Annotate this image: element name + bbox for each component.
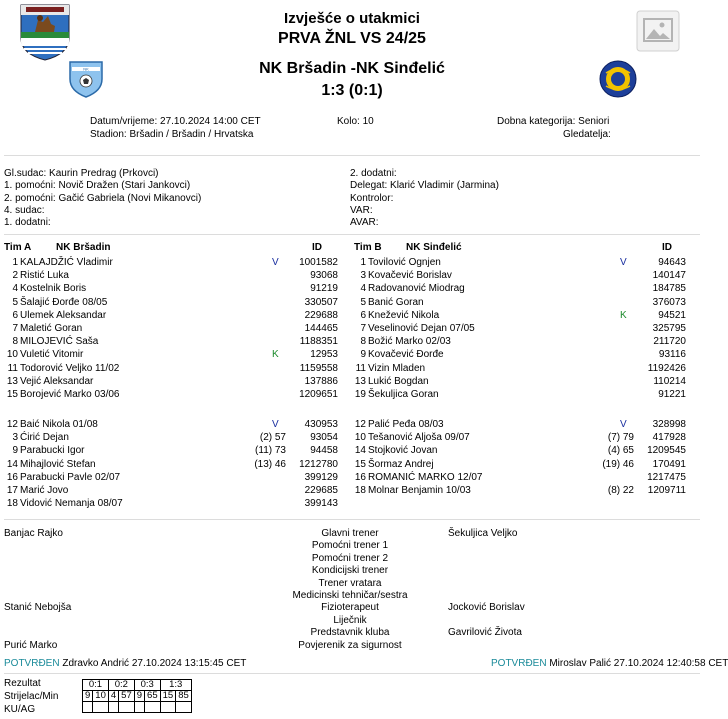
player-name: Šalajić Đorđe 08/05 <box>20 296 108 308</box>
substitution-info: (19) 46 <box>602 458 634 470</box>
staff-role: Trener vratara <box>318 577 382 589</box>
player-number: 3 <box>12 432 18 444</box>
result-row <box>83 680 192 691</box>
player-name: Tešanović Aljoša 09/07 <box>368 432 470 444</box>
player-name: Knežević Nikola <box>368 309 440 321</box>
home-staff-name: Stanić Nebojša <box>4 602 72 614</box>
player-id: 93116 <box>658 349 686 361</box>
away-team-name: NK Sinđelić <box>356 60 445 77</box>
match-stadium: Stadion: Bršadin / Bršadin / Hrvatska <box>90 129 254 140</box>
player-number: 18 <box>354 485 366 496</box>
official-line: 2. dodatni: <box>350 168 397 179</box>
team-a-id-header: ID <box>312 242 322 253</box>
staff-role: Liječnik <box>333 614 367 626</box>
score-cell: 1:3 <box>160 680 191 691</box>
ku-ag-label: KU/AG <box>4 704 36 715</box>
scorer-minute-cell: 10 <box>93 691 109 702</box>
player-number: 18 <box>6 498 18 510</box>
ku-ag-cell <box>145 702 161 713</box>
official-line: 2. pomoćni: Gačić Gabriela (Novi Mikanovci) <box>4 192 202 204</box>
player-id: 140147 <box>652 270 686 282</box>
player-name: Tovilović Ognjen <box>368 257 441 268</box>
player-name: MILOJEVIĆ Saša <box>20 336 99 348</box>
svg-text:NK: NK <box>83 66 89 72</box>
player-name: Stojković Jovan <box>368 445 438 457</box>
player-number: 16 <box>6 471 18 483</box>
team-a-label: Tim A <box>4 242 32 253</box>
substitution-info: (8) 22 <box>607 485 634 496</box>
player-id: 94458 <box>310 445 338 457</box>
report-title: Izvješće o utakmici <box>284 10 420 27</box>
player-id: 170491 <box>652 458 686 470</box>
player-number: 11 <box>355 362 366 374</box>
player-id: 91219 <box>310 283 338 295</box>
divider <box>4 234 700 235</box>
player-name: Ćirić Dejan <box>20 432 69 444</box>
player-name: Maletić Goran <box>20 323 83 334</box>
player-number: 15 <box>6 389 18 400</box>
staff-role: Povjerenik za sigurnost <box>298 639 402 651</box>
official-line: VAR: <box>350 204 373 216</box>
player-id: 1209545 <box>647 445 686 457</box>
player-number: 13 <box>354 375 366 387</box>
staff-role: Glavni trener <box>321 528 379 539</box>
player-name: Parabucki Igor <box>20 445 85 457</box>
official-line: Kontrolor: <box>350 192 394 204</box>
player-name: Kostelnik Boris <box>20 283 87 295</box>
captain-mark: K <box>272 349 279 361</box>
scorer-minute-cell: 57 <box>119 691 135 702</box>
ku-ag-cell <box>134 702 144 713</box>
player-name: Vidović Nemanja 08/07 <box>20 498 123 510</box>
player-id: 1001582 <box>299 257 338 268</box>
player-name: Lukić Bogdan <box>368 375 429 387</box>
away-confirmation <box>491 658 728 669</box>
player-number: 14 <box>354 445 366 457</box>
player-name: Božić Marko 02/03 <box>368 336 451 348</box>
player-number: 10 <box>354 432 366 444</box>
match-round: Kolo: 10 <box>337 116 374 127</box>
scorer-number-cell: 9 <box>134 691 144 702</box>
player-name: Kovačević Borislav <box>368 270 452 282</box>
scorer-number-cell: 9 <box>83 691 93 702</box>
substitution-info: (4) 65 <box>607 445 634 457</box>
player-number: 5 <box>12 296 18 308</box>
ku-ag-cell <box>119 702 135 713</box>
player-id: 417928 <box>652 432 686 444</box>
home-confirmation <box>4 658 246 669</box>
goalkeeper-mark: V <box>272 257 279 268</box>
substitution-info: (2) 57 <box>259 432 286 444</box>
player-number: 8 <box>12 336 18 348</box>
player-number: 15 <box>354 458 366 470</box>
ku-ag-cell <box>83 702 93 713</box>
ku-ag-cell <box>108 702 118 713</box>
player-number: 16 <box>354 471 366 483</box>
player-number: 9 <box>12 445 18 457</box>
player-id: 12953 <box>310 349 338 361</box>
player-id: 430953 <box>304 419 338 430</box>
player-name: Vuletić Vitomir <box>20 349 84 361</box>
captain-mark: K <box>620 309 627 321</box>
player-name: Ulemek Aleksandar <box>20 309 107 321</box>
player-number: 10 <box>6 349 18 361</box>
league-title: PRVA ŽNL VS 24/25 <box>278 30 426 47</box>
player-number: 8 <box>360 336 366 348</box>
player-name: Todorović Veljko 11/02 <box>20 362 120 374</box>
result-row <box>83 702 192 713</box>
player-name: Borojević Marko 03/06 <box>20 389 120 400</box>
away-staff-name: Jocković Borislav <box>448 602 525 614</box>
home-team-name: NK Bršadin <box>259 60 347 77</box>
player-number: 4 <box>360 283 366 295</box>
player-id: 110214 <box>653 375 686 387</box>
player-name: Mihajlović Stefan <box>20 458 96 470</box>
staff-role: Pomoćni trener 1 <box>311 540 389 552</box>
player-id: 229685 <box>304 485 338 496</box>
player-name: Palić Peđa 08/03 <box>368 419 444 430</box>
official-line: Gl.sudac: Kaurin Predrag (Prkovci) <box>4 168 159 179</box>
home-confirmed-text: Zdravko Andrić 27.10.2024 13:15:45 CET <box>62 658 247 669</box>
match-score: 1:3 (0:1) <box>321 82 383 99</box>
official-line: 1. dodatni: <box>4 217 51 229</box>
player-number: 9 <box>360 349 366 361</box>
away-confirmed-label: POTVRĐEN <box>491 658 547 669</box>
substitution-info: (11) 73 <box>255 445 286 457</box>
result-row <box>83 691 192 702</box>
player-number: 12 <box>354 419 366 430</box>
home-staff-name: Banjac Rajko <box>4 528 63 539</box>
player-number: 17 <box>6 485 18 496</box>
away-confirmed-text: Miroslav Palić 27.10.2024 12:40:58 CET <box>549 658 728 669</box>
official-line: 4. sudac: <box>4 204 45 216</box>
player-number: 1 <box>360 257 366 268</box>
away-staff-name: Gavrilović Života <box>448 627 522 639</box>
scorer-minute-cell: 65 <box>145 691 161 702</box>
scorer-number-cell: 4 <box>108 691 118 702</box>
player-number: 3 <box>360 270 366 282</box>
player-name: ROMANIĆ MARKO 12/07 <box>368 471 483 483</box>
substitution-info: (13) 46 <box>254 458 286 470</box>
score-cell: 0:3 <box>134 680 160 691</box>
player-number: 4 <box>12 283 18 295</box>
ku-ag-cell <box>160 702 176 713</box>
teams-separator: - <box>350 60 356 77</box>
goalkeeper-mark: V <box>620 257 627 268</box>
player-id: 330507 <box>304 296 338 308</box>
home-staff-name: Purić Marko <box>4 639 58 651</box>
player-number: 5 <box>360 296 366 308</box>
player-id: 137886 <box>304 375 338 387</box>
player-name: Šormaz Andrej <box>368 458 434 470</box>
player-id: 1188351 <box>299 336 338 348</box>
staff-role: Medicinski tehničar/sestra <box>292 590 408 601</box>
result-label: Rezultat <box>4 678 41 689</box>
player-name: KALAJDŽIĆ Vladimir <box>20 257 113 268</box>
divider <box>4 155 700 156</box>
player-name: Kovačević Đorđe <box>368 349 444 361</box>
player-number: 19 <box>354 389 366 400</box>
player-name: Marić Jovo <box>20 485 69 496</box>
player-id: 93068 <box>310 270 338 282</box>
player-name: Banić Goran <box>368 296 424 308</box>
player-number: 13 <box>6 375 18 387</box>
away-staff-name: Šekuljica Veljko <box>448 528 518 539</box>
player-name: Radovanović Miodrag <box>368 283 465 295</box>
player-id: 184785 <box>652 283 686 295</box>
player-number: 7 <box>12 323 18 334</box>
player-id: 1159558 <box>299 362 338 374</box>
result-table <box>82 679 192 713</box>
score-cell: 0:1 <box>83 680 109 691</box>
player-id: 91221 <box>658 389 686 400</box>
staff-role: Kondicijski trener <box>311 565 389 577</box>
scorer-number-cell: 15 <box>160 691 176 702</box>
match-datetime: Datum/vrijeme: 27.10.2024 14:00 CET <box>90 116 261 127</box>
player-id: 328998 <box>652 419 686 430</box>
player-id: 211720 <box>653 336 686 348</box>
player-number: 14 <box>6 458 18 470</box>
player-number: 6 <box>360 309 366 321</box>
player-name: Parabucki Pavle 02/07 <box>20 471 121 483</box>
player-id: 1212780 <box>299 458 338 470</box>
player-id: 399143 <box>304 498 338 510</box>
player-number: 11 <box>7 362 18 374</box>
ku-ag-cell <box>176 702 192 713</box>
match-teams <box>0 60 704 78</box>
player-id: 1209711 <box>647 485 686 496</box>
player-number: 7 <box>360 323 366 334</box>
scorer-label: Strijelac/Min <box>4 691 59 702</box>
player-id: 1209651 <box>299 389 338 400</box>
goalkeeper-mark: V <box>620 419 627 430</box>
team-b-id-header: ID <box>662 242 672 253</box>
player-name: Veselinović Dejan 07/05 <box>368 323 475 334</box>
match-spectators: Gledatelja: <box>563 129 611 140</box>
player-name: Vizin Mladen <box>368 362 426 374</box>
player-name: Baić Nikola 01/08 <box>20 419 98 430</box>
player-name: Šekuljica Goran <box>368 389 439 400</box>
divider <box>4 519 700 520</box>
substitution-info: (7) 79 <box>607 432 634 444</box>
player-number: 1 <box>12 257 18 268</box>
player-number: 6 <box>12 309 18 321</box>
player-name: Molnar Benjamin 10/03 <box>368 485 471 496</box>
player-id: 94521 <box>658 309 686 321</box>
divider <box>4 673 700 674</box>
player-id: 144465 <box>304 323 338 334</box>
team-a-name: NK Bršadin <box>56 242 111 253</box>
player-id: 325795 <box>652 323 686 334</box>
staff-role: Predstavnik kluba <box>310 627 390 639</box>
player-id: 1217475 <box>647 471 686 483</box>
official-line: AVAR: <box>350 217 379 229</box>
home-confirmed-label: POTVRĐEN <box>4 658 60 669</box>
ku-ag-cell <box>93 702 109 713</box>
score-cell: 0:2 <box>108 680 134 691</box>
player-name: Vejić Aleksandar <box>20 375 94 387</box>
official-line: 1. pomoćni: Novič Dražen (Stari Jankovci) <box>4 180 191 192</box>
match-age-category: Dobna kategorija: Seniori <box>497 116 610 127</box>
staff-role: Fizioterapeut <box>321 602 379 614</box>
team-b-name: NK Sinđelić <box>406 242 462 253</box>
player-id: 1192426 <box>647 362 686 374</box>
player-number: 2 <box>12 270 18 282</box>
goalkeeper-mark: V <box>272 419 279 430</box>
player-id: 93054 <box>310 432 338 444</box>
player-id: 376073 <box>652 296 686 308</box>
player-name: Ristić Luka <box>20 270 69 282</box>
player-id: 399129 <box>304 471 338 483</box>
player-id: 229688 <box>304 309 338 321</box>
staff-role: Pomoćni trener 2 <box>311 552 389 564</box>
player-id: 94643 <box>658 257 686 268</box>
scorer-minute-cell: 85 <box>176 691 192 702</box>
player-number: 12 <box>6 419 18 430</box>
team-b-label: Tim B <box>354 242 382 253</box>
official-line: Delegat: Klarić Vladimir (Jarmina) <box>350 180 499 192</box>
